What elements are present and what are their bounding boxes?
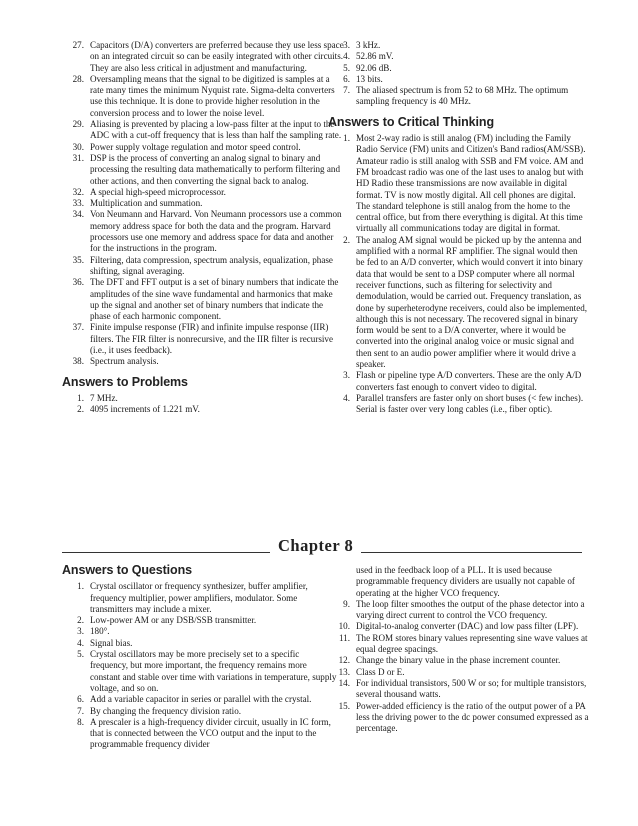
item-text: The DFT and FFT output is a set of binary numbers that indicate the amplitudes of the sine wave fundamental and harmonics that make up the signal and another set of binary numbers that indicate the phase of each harmonic component. xyxy=(90,277,339,322)
item-number: 4. xyxy=(343,51,350,62)
item-number: 6. xyxy=(77,694,84,705)
item-number: 33. xyxy=(72,198,84,209)
problems-heading: Answers to Problems xyxy=(62,374,188,389)
item-text: 7 MHz. xyxy=(90,392,118,403)
list-item xyxy=(62,356,344,367)
problems-list xyxy=(62,393,344,416)
list-item xyxy=(328,599,590,622)
list-item xyxy=(62,277,344,322)
list-item xyxy=(62,649,338,694)
item-text: Multiplication and summation. xyxy=(90,198,203,209)
item-number: 34. xyxy=(72,209,84,220)
item-text: Digital-to-analog converter (DAC) and low pass filter (LPF). xyxy=(356,621,579,632)
item-text: Crystal oscillators may be more precisely set to a specific frequency, but more important, the frequency remains more constant and stable over time with variations in temperature, supply voltage, and so on. xyxy=(90,649,337,693)
list-item xyxy=(62,694,338,705)
item-number: 32. xyxy=(72,186,84,197)
list-item xyxy=(62,717,338,751)
item-number: 7. xyxy=(343,85,350,96)
chapter8-left-column xyxy=(62,565,338,751)
item-number: 1. xyxy=(343,133,350,144)
critical-thinking-heading: Answers to Critical Thinking xyxy=(328,114,494,129)
item-number: 1. xyxy=(77,581,84,592)
list-item xyxy=(62,119,344,142)
list-item xyxy=(328,633,590,656)
item-number: 2. xyxy=(77,615,84,626)
list-item xyxy=(62,198,344,209)
item-text: By changing the frequency division ratio. xyxy=(90,705,242,716)
list-item xyxy=(328,133,588,235)
chapter8-right-column xyxy=(328,565,590,734)
item-number: 4. xyxy=(77,637,84,648)
item-text: Power supply voltage regulation and motor speed control. xyxy=(90,141,301,152)
critical-thinking-list xyxy=(328,133,588,415)
item-number: 7. xyxy=(77,705,84,716)
item-number: 38. xyxy=(72,356,84,367)
list-item xyxy=(62,142,344,153)
item-number: 14. xyxy=(338,677,350,688)
list-item xyxy=(62,615,338,626)
list-item xyxy=(62,40,344,74)
item-text: Von Neumann and Harvard. Von Neumann processors use a common memory address space for both the data and the program. Harvard processors use one memory and address space for data and another for the instructions in the program. xyxy=(90,209,342,254)
item-number: 29. xyxy=(72,119,84,130)
list-item xyxy=(62,404,344,415)
item-text: The analog AM signal would be picked up by the antenna and amplified with a normal RF amplifier. The signal would then be fed to an A/D converter, which would convert it into binary data that would be sent to a DSP computer where all normal receiver functions, such as filtering for selectivity and demodulation, would be carried out. Frequency translation, as done by superheterodyne receivers, could also be implemented, although this is not necessary. The recovered signal in binary form would be sent to a D/A converter, where it would be converted into the original analog voice or music signal and then sent to an audio power amplifier where it would drive a speaker. xyxy=(356,234,588,370)
list-item xyxy=(328,370,588,393)
item-text: Power-added efficiency is the ratio of the output power of a PA less the driving power to the dc power consumed expressed as a percentage. xyxy=(356,700,589,734)
chapter8-questions-list-continued xyxy=(328,599,590,735)
item-text: Filtering, data compression, spectrum analysis, equalization, phase shifting, signal averaging. xyxy=(90,254,333,276)
item-text: 92.06 dB. xyxy=(356,62,392,73)
list-item xyxy=(62,74,344,119)
item-number: 2. xyxy=(77,404,84,415)
item-text: DSP is the process of converting an analog signal to binary and processing the resulting data mathematically to perform filtering and other actions, and then converting the signal back to analog. xyxy=(90,152,340,186)
item-number: 37. xyxy=(72,322,84,333)
item-text: For individual transistors, 500 W or so; for multiple transistors, several thousand watts. xyxy=(356,677,587,700)
item-text: Change the binary value in the phase increment counter. xyxy=(356,655,561,666)
item-number: 30. xyxy=(72,141,84,152)
list-item xyxy=(328,74,588,85)
list-item xyxy=(328,85,588,108)
item-number: 3. xyxy=(343,40,350,50)
list-item xyxy=(62,706,338,717)
item-number: 15. xyxy=(338,700,350,711)
list-item xyxy=(62,255,344,278)
top-left-column xyxy=(62,40,344,416)
item-text: 52.86 mV. xyxy=(356,51,394,62)
list-item xyxy=(62,581,338,615)
list-item xyxy=(62,153,344,187)
list-item xyxy=(328,235,588,371)
item-text: Class D or E. xyxy=(356,666,405,677)
item-text: Spectrum analysis. xyxy=(90,356,159,367)
item-text: Capacitors (D/A) converters are preferred because they use less space on an integrated circuit so can be easily integrated with other circuits. They are also less critical in adjustment and manufacturing. xyxy=(90,40,344,73)
list-item xyxy=(328,678,590,701)
item-text: Flash or pipeline type A/D converters. These are the only A/D converters fast enough to convert video to digital. xyxy=(356,370,582,392)
item-number: 11. xyxy=(338,632,350,643)
item-number: 12. xyxy=(338,655,350,666)
list-item xyxy=(328,393,588,416)
chapter-title: Chapter 8 xyxy=(270,536,361,556)
answer-8-continuation: used in the feedback loop of a PLL. It is used because programmable frequency dividers are usually not capable of operating at the higher VCO frequency. xyxy=(356,565,575,598)
item-text: 13 bits. xyxy=(356,73,383,84)
item-number: 9. xyxy=(343,598,350,609)
item-number: 6. xyxy=(343,73,350,84)
item-text: Aliasing is prevented by placing a low-pass filter at the input to the ADC with a cut-off frequency that is less than half the sampling rate. xyxy=(90,119,342,141)
item-number: 35. xyxy=(72,254,84,265)
item-number: 13. xyxy=(338,666,350,677)
list-item xyxy=(62,638,338,649)
item-text: 3 kHz. xyxy=(356,40,381,50)
item-number: 4. xyxy=(343,392,350,403)
item-text: A special high-speed microprocessor. xyxy=(90,186,226,197)
chapter8-questions-list xyxy=(62,581,338,750)
item-number: 27. xyxy=(72,40,84,50)
item-number: 28. xyxy=(72,73,84,84)
list-item xyxy=(328,63,588,74)
top-right-column xyxy=(328,40,588,416)
item-number: 1. xyxy=(77,392,84,403)
item-text: The ROM stores binary values representing sine wave values at equal degree spacings. xyxy=(356,632,588,655)
item-number: 10. xyxy=(338,621,350,632)
item-number: 5. xyxy=(77,649,84,660)
item-number: 5. xyxy=(343,62,350,73)
item-number: 3. xyxy=(343,370,350,381)
list-item xyxy=(62,626,338,637)
item-number: 3. xyxy=(77,626,84,637)
item-text: Crystal oscillator or frequency synthesizer, buffer amplifier, frequency multiplier, power amplifiers, modulator. Some transmitters may include a mixer. xyxy=(90,581,308,614)
item-number: 36. xyxy=(72,277,84,288)
item-text: 4095 increments of 1.221 mV. xyxy=(90,404,200,415)
list-item xyxy=(328,667,590,678)
list-item xyxy=(328,40,588,51)
list-item xyxy=(62,393,344,404)
item-text: Most 2-way radio is still analog (FM) including the Family Radio Service (FM) units and Citizen's Band radios(AM/SSB). Amateur radio is still analog with SSB and FM voice. AM and FM broadcast radio was one of the last uses to analog but with HD Radio these transmissions are now available in digital format. TV is now mostly digital. All cell phones are digital. The standard telephone is still analog from the home to the central office, but from there everything is digital. At this time virtually all communications today are digital in format. xyxy=(356,133,586,234)
item-text: Signal bias. xyxy=(90,637,133,648)
list-item xyxy=(328,655,590,666)
item-number: 31. xyxy=(72,152,84,163)
questions-heading: Answers to Questions xyxy=(62,563,192,577)
item-text: Finite impulse response (FIR) and infinite impulse response (IIR) filters. The FIR filter is nonrecursive, and the IIR filter is recursive (i.e., it uses feedback). xyxy=(90,322,334,356)
item-text: Add a variable capacitor in series or parallel with the crystal. xyxy=(90,694,312,705)
list-item xyxy=(62,322,344,356)
item-text: The loop filter smoothes the output of the phase detector into a varying direct current to control the VCO frequency. xyxy=(356,598,585,621)
item-text: Oversampling means that the signal to be digitized is samples at a rate many times the minimum Nyquist rate. Sigma-delta converters use this technique. It is done to provide higher resolution in the conversion process and to lower the noise level. xyxy=(90,73,335,118)
item-number: 8. xyxy=(77,716,84,727)
problems-list-continued xyxy=(328,40,588,108)
questions-list-continued xyxy=(62,40,344,368)
list-item xyxy=(328,621,590,632)
list-item xyxy=(328,701,590,735)
item-text: The aliased spectrum is from 52 to 68 MHz. The optimum sampling frequency is 40 MHz. xyxy=(356,85,569,107)
list-item xyxy=(328,51,588,62)
list-item xyxy=(62,209,344,254)
item-text: 180°. xyxy=(90,626,110,637)
list-item xyxy=(62,187,344,198)
item-text: A prescaler is a high-frequency divider circuit, usually in IC form, that is connected between the VCO output and the input to the programmable frequency divider xyxy=(90,716,331,750)
item-text: Parallel transfers are faster only on short buses (< few inches). Serial is faster over very long cables (i.e., fiber optic). xyxy=(356,392,584,415)
item-number: 2. xyxy=(343,234,350,245)
item-text: Low-power AM or any DSB/SSB transmitter. xyxy=(90,615,257,626)
